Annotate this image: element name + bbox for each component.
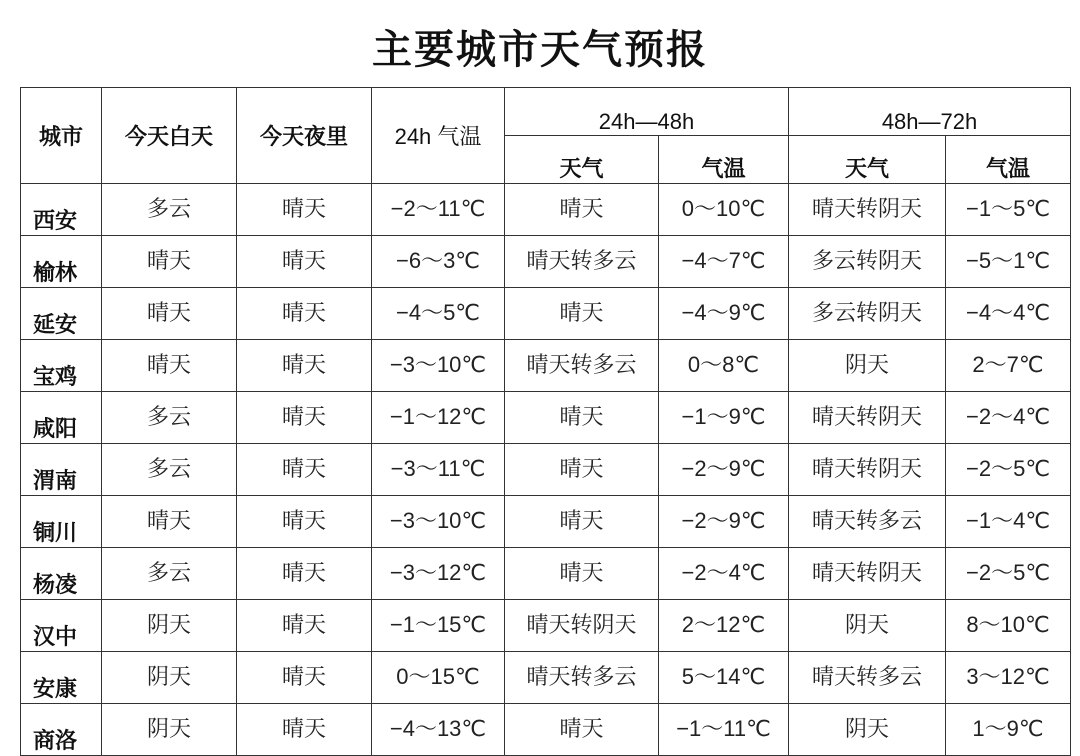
temp-24h-cell: 0～15℃ [372, 652, 505, 704]
weather-48h-cell: 晴天 [505, 704, 659, 756]
temp-72h-cell: −1～4℃ [946, 496, 1071, 548]
weather-48h-cell: 晴天 [505, 496, 659, 548]
weather-72h-cell: 多云转阴天 [789, 288, 946, 340]
temp-24h-cell: −1～15℃ [372, 600, 505, 652]
today-day-cell: 多云 [102, 392, 237, 444]
temp-24h-cell: −3～11℃ [372, 444, 505, 496]
today-night-cell: 晴天 [237, 548, 372, 600]
temp-72h-cell: 2～7℃ [946, 340, 1071, 392]
header-today-night: 今天夜里 [237, 88, 372, 184]
temp-24h-cell: −1～12℃ [372, 392, 505, 444]
weather-72h-cell: 晴天转阴天 [789, 392, 946, 444]
weather-72h-cell: 晴天转阴天 [789, 444, 946, 496]
today-day-cell: 晴天 [102, 236, 237, 288]
table-row [21, 704, 1071, 756]
weather-72h-cell: 多云转阴天 [789, 236, 946, 288]
weather-72h-cell: 晴天转阴天 [789, 548, 946, 600]
city-cell: 商洛 [21, 704, 102, 756]
temp-72h-cell: 3～12℃ [946, 652, 1071, 704]
city-cell: 榆林 [21, 236, 102, 288]
temp-72h-cell: −4～4℃ [946, 288, 1071, 340]
weather-48h-cell: 晴天 [505, 288, 659, 340]
today-day-cell: 阴天 [102, 704, 237, 756]
temp-48h-cell: 5～14℃ [659, 652, 789, 704]
today-night-cell: 晴天 [237, 444, 372, 496]
temp-48h-cell: 0～8℃ [659, 340, 789, 392]
header-temp-72: 气温 [946, 136, 1071, 184]
table-row [21, 340, 1071, 392]
weather-72h-cell: 阴天 [789, 340, 946, 392]
today-night-cell: 晴天 [237, 496, 372, 548]
weather-72h-cell: 阴天 [789, 600, 946, 652]
today-day-cell: 阴天 [102, 652, 237, 704]
header-temp-24h: 24h 气温 [372, 88, 505, 184]
weather-72h-cell: 晴天转多云 [789, 652, 946, 704]
header-weather-72: 天气 [789, 136, 946, 184]
temp-72h-cell: 1～9℃ [946, 704, 1071, 756]
table-row [21, 236, 1071, 288]
header-weather-48: 天气 [505, 136, 659, 184]
table-row [21, 392, 1071, 444]
temp-72h-cell: −2～5℃ [946, 548, 1071, 600]
temp-24h-cell: −4～13℃ [372, 704, 505, 756]
today-day-cell: 多云 [102, 548, 237, 600]
header-temp-48: 气温 [659, 136, 789, 184]
table-row [21, 548, 1071, 600]
today-day-cell: 晴天 [102, 340, 237, 392]
weather-48h-cell: 晴天转阴天 [505, 600, 659, 652]
temp-48h-cell: 0～10℃ [659, 184, 789, 236]
city-cell: 汉中 [21, 600, 102, 652]
today-day-cell: 多云 [102, 444, 237, 496]
city-cell: 宝鸡 [21, 340, 102, 392]
table-row [21, 496, 1071, 548]
weather-48h-cell: 晴天 [505, 444, 659, 496]
table-row [21, 184, 1071, 236]
temp-72h-cell: −5～1℃ [946, 236, 1071, 288]
header-group-48-72: 48h—72h [789, 88, 1071, 136]
weather-48h-cell: 晴天转多云 [505, 340, 659, 392]
table-row [21, 600, 1071, 652]
page-title: 主要城市天气预报 [372, 26, 708, 73]
today-night-cell: 晴天 [237, 392, 372, 444]
temp-48h-cell: −4～9℃ [659, 288, 789, 340]
header-today-day: 今天白天 [102, 88, 237, 184]
temp-72h-cell: −1～5℃ [946, 184, 1071, 236]
city-cell: 安康 [21, 652, 102, 704]
weather-48h-cell: 晴天 [505, 392, 659, 444]
today-day-cell: 阴天 [102, 600, 237, 652]
city-cell: 铜川 [21, 496, 102, 548]
temp-48h-cell: 2～12℃ [659, 600, 789, 652]
today-night-cell: 晴天 [237, 340, 372, 392]
header-city: 城市 [21, 88, 102, 184]
today-night-cell: 晴天 [237, 184, 372, 236]
today-night-cell: 晴天 [237, 288, 372, 340]
weather-72h-cell: 阴天 [789, 704, 946, 756]
weather-48h-cell: 晴天转多云 [505, 652, 659, 704]
temp-72h-cell: −2～5℃ [946, 444, 1071, 496]
today-day-cell: 晴天 [102, 288, 237, 340]
table-row [21, 288, 1071, 340]
temp-48h-cell: −4～7℃ [659, 236, 789, 288]
today-night-cell: 晴天 [237, 652, 372, 704]
temp-48h-cell: −1～9℃ [659, 392, 789, 444]
temp-48h-cell: −1～11℃ [659, 704, 789, 756]
header-group-24-48: 24h—48h [505, 88, 789, 136]
city-cell: 杨凌 [21, 548, 102, 600]
temp-24h-cell: −2～11℃ [372, 184, 505, 236]
temp-48h-cell: −2～4℃ [659, 548, 789, 600]
city-cell: 咸阳 [21, 392, 102, 444]
table-row [21, 444, 1071, 496]
today-night-cell: 晴天 [237, 704, 372, 756]
weather-48h-cell: 晴天转多云 [505, 236, 659, 288]
temp-24h-cell: −3～10℃ [372, 340, 505, 392]
temp-24h-cell: −3～12℃ [372, 548, 505, 600]
temp-48h-cell: −2～9℃ [659, 496, 789, 548]
temp-72h-cell: −2～4℃ [946, 392, 1071, 444]
today-night-cell: 晴天 [237, 600, 372, 652]
city-cell: 渭南 [21, 444, 102, 496]
temp-24h-cell: −6～3℃ [372, 236, 505, 288]
weather-48h-cell: 晴天 [505, 184, 659, 236]
weather-48h-cell: 晴天 [505, 548, 659, 600]
temp-24h-cell: −3～10℃ [372, 496, 505, 548]
today-day-cell: 晴天 [102, 496, 237, 548]
temp-24h-cell: −4～5℃ [372, 288, 505, 340]
table-row [21, 652, 1071, 704]
city-cell: 西安 [21, 184, 102, 236]
temp-72h-cell: 8～10℃ [946, 600, 1071, 652]
weather-forecast-table [20, 87, 1071, 756]
today-night-cell: 晴天 [237, 236, 372, 288]
today-day-cell: 多云 [102, 184, 237, 236]
city-cell: 延安 [21, 288, 102, 340]
weather-72h-cell: 晴天转阴天 [789, 184, 946, 236]
weather-72h-cell: 晴天转多云 [789, 496, 946, 548]
temp-48h-cell: −2～9℃ [659, 444, 789, 496]
